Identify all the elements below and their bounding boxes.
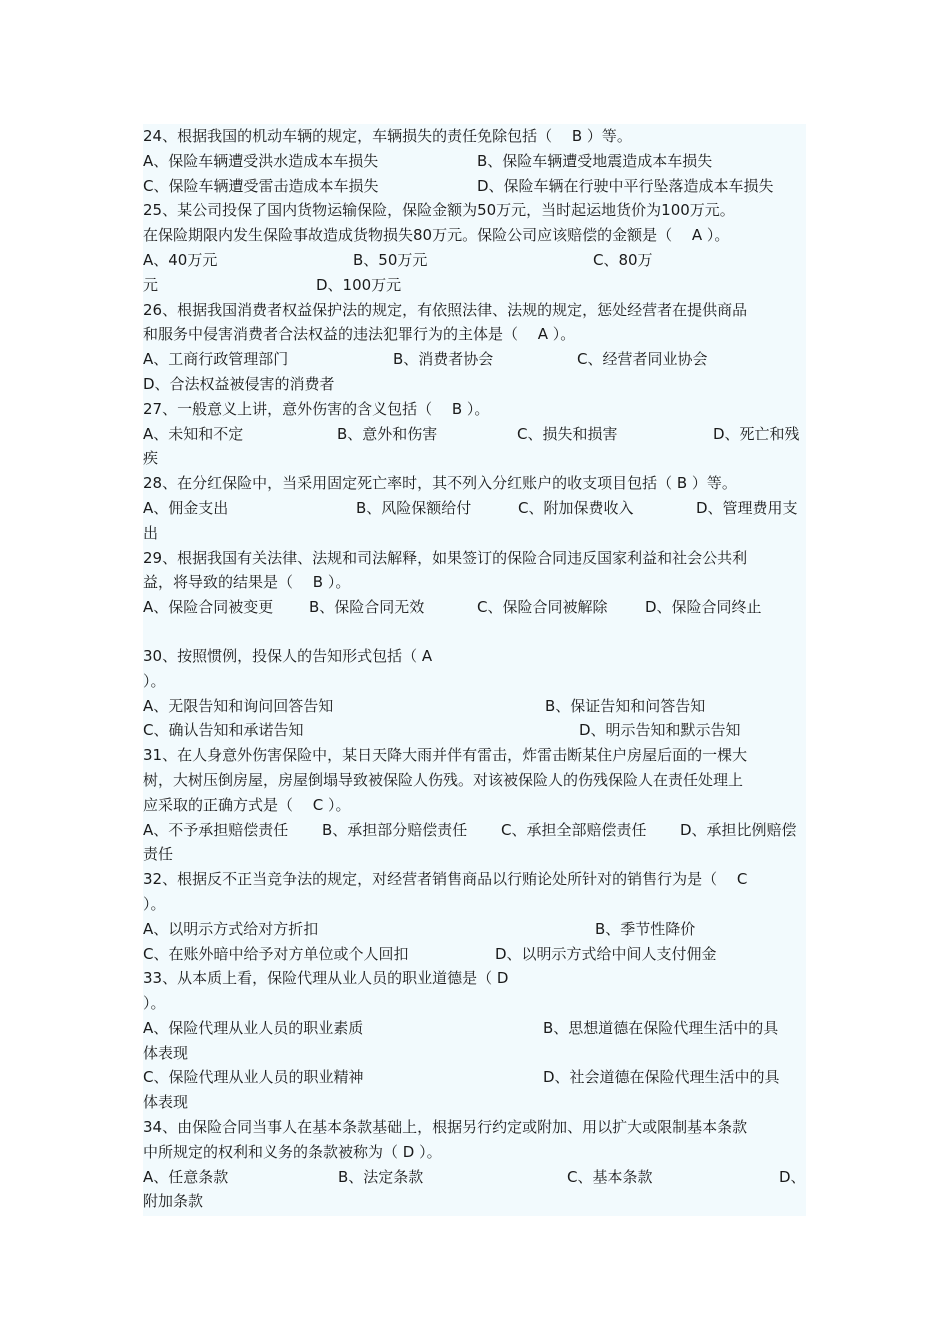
- option-row: [143, 174, 806, 199]
- option-d-continued: 责任: [143, 845, 174, 864]
- question-stem: 28、在分红保险中，当采用固定死亡率时，其不列入分红账户的收支项目包括（ B ）等。: [143, 474, 737, 493]
- option-c: C、附加保费收入: [518, 498, 634, 517]
- option-d: D、保险车辆在行驶中平行坠落造成本车损失: [477, 176, 774, 195]
- option-d: D、100万元: [316, 275, 402, 294]
- option-a: A、工商行政管理部门: [143, 350, 289, 369]
- option-row: [143, 1065, 806, 1090]
- question-stem: 26、根据我国消费者权益保护法的规定，有依照法律、法规的规定，惩处经营者在提供商品: [143, 300, 748, 319]
- option-row: [143, 422, 806, 447]
- option-row: [143, 496, 806, 521]
- option-c: C、在账外暗中给予对方单位或个人回扣: [143, 944, 409, 963]
- option-d: D、管理费用支: [696, 498, 798, 517]
- option-a: A、以明示方式给对方折扣: [143, 919, 319, 938]
- option-d: D、以明示方式给中间人支付佣金: [495, 944, 717, 963]
- option-row: [143, 347, 806, 372]
- question-stem: 34、由保险合同当事人在基本条款基础上，根据另行约定或附加、用以扩大或限制基本条款: [143, 1118, 748, 1137]
- option-d: D、: [779, 1167, 806, 1186]
- option-a: A、保险车辆遭受洪水造成本车损失: [143, 151, 379, 170]
- question-stem: 24、根据我国的机动车辆的规定，车辆损失的责任免除包括（ B ）等。: [143, 127, 632, 145]
- blank-line: [143, 620, 806, 644]
- option-a: A、无限告知和询问回答告知: [143, 696, 334, 715]
- option-c: C、承担全部赔偿责任: [501, 820, 647, 839]
- option-row: [143, 694, 806, 719]
- question-stem: 32、根据反不正当竞争法的规定，对经营者销售商品以行贿论处所针对的销售行为是（ C: [143, 870, 748, 889]
- option-a: A、不予承担赔偿责任: [143, 820, 289, 839]
- option-d: D、承担比例赔偿: [680, 820, 797, 839]
- question-stem: 30、按照惯例，投保人的告知形式包括（ A: [143, 646, 433, 665]
- option-c: C、经营者同业协会: [577, 350, 708, 369]
- option-c: C、保险代理从业人员的职业精神: [143, 1068, 364, 1087]
- option-row: [143, 818, 806, 843]
- question-stem: 在保险期限内发生保险事故造成货物损失80万元。保险公司应该赔偿的金额是（ A ）。: [143, 226, 730, 245]
- option-b: B、季节性降价: [595, 919, 696, 938]
- question-stem: 29、根据我国有关法律、法规和司法解释，如果签订的保险合同违反国家利益和社会公共利: [143, 548, 748, 567]
- option-a: A、未知和不定: [143, 424, 244, 443]
- option-c: C、损失和损害: [517, 424, 618, 443]
- option-c: C、基本条款: [567, 1167, 653, 1186]
- option-c: C、确认告知和承诺告知: [143, 721, 304, 740]
- question-stem: 33、从本质上看，保险代理从业人员的职业道德是（ D: [143, 969, 509, 988]
- option-b: B、保险车辆遭受地震造成本车损失: [477, 151, 713, 170]
- option-b: B、保险合同无效: [309, 598, 425, 617]
- option-a: A、保险合同被变更: [143, 598, 274, 617]
- question-stem: ）。: [143, 671, 166, 690]
- option-b: B、50万元: [353, 250, 428, 269]
- option-d-continued: 体表现: [143, 1093, 189, 1112]
- option-a: A、佣金支出: [143, 498, 229, 517]
- option-row: [143, 718, 806, 743]
- option-c: C、保险合同被解除: [477, 598, 608, 617]
- option-c: C、保险车辆遭受雷击造成本车损失: [143, 176, 379, 195]
- question-stem: 应采取的正确方式是（ C ）。: [143, 795, 351, 814]
- option-d: D、明示告知和默示告知: [579, 721, 741, 740]
- option-d-continued: 出: [143, 523, 159, 542]
- option-row: [143, 1165, 806, 1190]
- option-row: [143, 595, 806, 620]
- option-c: C、80万: [593, 250, 653, 269]
- question-stem: ）。: [143, 994, 166, 1013]
- option-b: B、法定条款: [338, 1167, 424, 1186]
- question-stem: 31、在人身意外伤害保险中，某日天降大雨并伴有雷击，炸雷击断某住户房屋后面的一棵大: [143, 746, 748, 765]
- option-b: B、消费者协会: [393, 350, 494, 369]
- option-b-continued: 体表现: [143, 1043, 189, 1062]
- option-b: B、意外和伤害: [337, 424, 438, 443]
- option-b: B、思想道德在保险代理生活中的具: [543, 1018, 779, 1037]
- option-row: [143, 942, 806, 967]
- question-stem: ）。: [143, 894, 166, 913]
- option-d-continued: 疾: [143, 449, 159, 468]
- option-b: B、保证告知和问答告知: [545, 696, 706, 715]
- question-list: [143, 124, 806, 1216]
- question-stem: 益，将导致的结果是（ B ）。: [143, 573, 351, 592]
- option-d: D、死亡和残: [713, 424, 800, 443]
- option-b: B、承担部分赔偿责任: [322, 820, 468, 839]
- question-stem: 25、某公司投保了国内货物运输保险，保险金额为50万元，当时起运地货价为100万元。: [143, 201, 735, 220]
- option-row: [143, 1016, 806, 1041]
- option-row: [143, 273, 806, 298]
- option-a: A、40万元: [143, 250, 218, 269]
- option-b: B、风险保额给付: [356, 498, 472, 517]
- question-stem: 和服务中侵害消费者合法权益的违法犯罪行为的主体是（ A ）。: [143, 325, 576, 344]
- option-row: [143, 917, 806, 942]
- option-d-continued: 附加条款: [143, 1192, 204, 1211]
- option-d: D、社会道德在保险代理生活中的具: [543, 1068, 780, 1087]
- question-stem: 中所规定的权利和义务的条款被称为（ D ）。: [143, 1142, 442, 1161]
- option-a: A、任意条款: [143, 1167, 229, 1186]
- option-c-continued: 元: [143, 275, 159, 294]
- option-a: A、保险代理从业人员的职业素质: [143, 1018, 364, 1037]
- option-row: [143, 149, 806, 174]
- question-stem: 树，大树压倒房屋，房屋倒塌导致被保险人伤残。对该被保险人的伤残保险人在责任处理上: [143, 770, 744, 789]
- option-row: [143, 248, 806, 273]
- option-d: D、保险合同终止: [645, 598, 762, 617]
- option-d: D、合法权益被侵害的消费者: [143, 374, 335, 393]
- question-stem: 27、一般意义上讲，意外伤害的含义包括（ B ）。: [143, 399, 490, 418]
